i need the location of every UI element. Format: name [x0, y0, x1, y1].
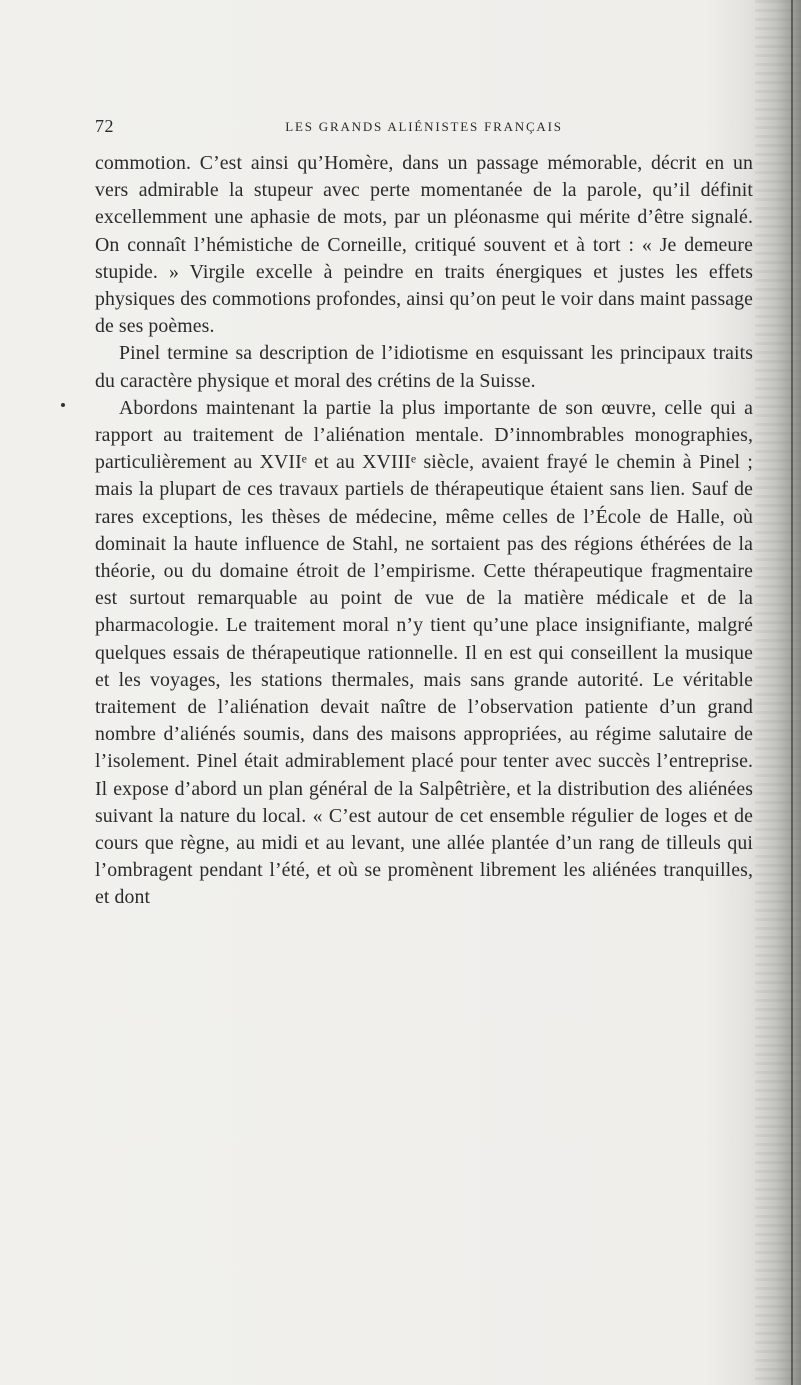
paragraph: Abordons maintenant la partie la plus importante de son œuvre, celle qui a rapport au traitement de l’aliénation mentale. D’innombrables monographies, particulièrement au XVIIᵉ et au XVIIIᵉ siècle, avaient frayé le chemin à Pinel ; mais la plupart de ces travaux partiels de thérapeutique étaient sans lien. Sauf de rares exceptions, les thèses de médecine, même celles de l’École de Halle, où dominait la haute influence de Stahl, ne sortaient pas des régions éthérées de la théorie, ou du domaine étroit de l’empirisme. Cette thérapeutique fragmentaire est surtout remarquable au point de vue de la matière médicale et de la pharmacologie. Le traitement moral n’y tient qu’une place insignifiante, malgré quelques essais de thérapeutique rationnelle. Il en est qui conseillent la musique et les voyages, les stations thermales, mais sans grande autorité. Le véritable traitement de l’aliénation devait naître de l’observation patiente d’un grand nombre d’aliénés soumis, dans des maisons appropriées, au régime salutaire de l’isolement. Pinel était admirablement placé pour tenter avec succès l’entreprise. Il expose d’abord un plan général de la Salpêtrière, et la distribution des aliénées suivant la nature du local. « C’est autour de cet ensemble régulier de loges et de cours que règne, au midi et au levant, une allée plantée d’un rang de tilleuls qui l’ombragent pendant l’été, et où se promènent librement les aliénées tranquilles, et dont [95, 396, 753, 909]
margin-mark [61, 403, 65, 407]
page-edge-shadow [755, 0, 801, 1385]
page-edge-line [791, 0, 793, 1385]
running-title: LES GRANDS ALIÉNISTES FRANÇAIS [285, 119, 563, 134]
paragraph: commotion. C’est ainsi qu’Homère, dans un passage mémorable, décrit en un vers admirable la stupeur avec perte momentanée de la parole, qu’il définit excellemment une aphasie de mots, par un pléonasme qui mérite d’être signalé. On connaît l’hémistiche de Corneille, critiqué souvent et à tort : « Je demeure stupide. » Virgile excelle à peindre en traits énergiques et justes les effets physiques des commotions profondes, ainsi qu’on peut le voir dans maint passage de ses poèmes. [95, 152, 753, 338]
page-number: 72 [95, 116, 114, 136]
page-header [95, 116, 753, 140]
paragraph: Pinel termine sa description de l’idiotisme en esquissant les principaux traits du caractère physique et moral des crétins de la Suisse. [95, 342, 753, 392]
body-text [95, 150, 753, 912]
